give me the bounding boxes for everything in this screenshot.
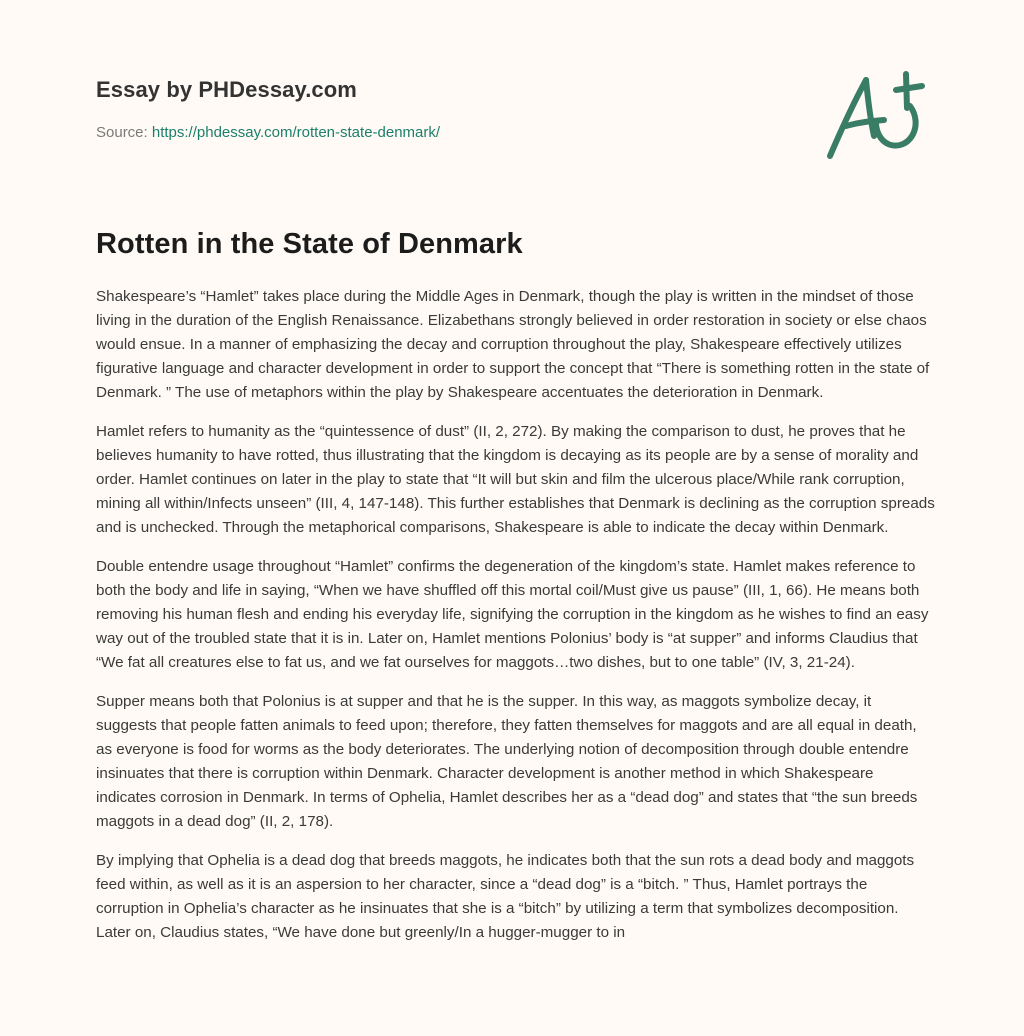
- essay-paragraph: Shakespeare’s “Hamlet” takes place during the Middle Ages in Denmark, though the play is written in the mindset of those living in the duration of the English Renaissance. Elizabethans strongly believed in order restoration in society or else chaos would ensue. In a manner of emphasizing the decay and corruption throughout the play, Shakespeare effectively utilizes figurative language and character development in order to support the concept that “There is something rotten in the state of Denmark. ” The use of metaphors within the play by Shakespeare accentuates the deterioration in Denmark.: [96, 288, 930, 401]
- essay-title: Rotten in the State of Denmark: [96, 228, 523, 260]
- essay-paragraph: By implying that Ophelia is a dead dog that breeds maggots, he indicates both that the sun rots a dead body and maggots feed within, as well as it is an aspersion to her character, since a “dead dog” is a “bitch. ” Thus, Hamlet portrays the corruption in Ophelia’s character as he insinuates that she is a “bitch” by utilizing a term that symbolizes decomposition. Later on, Claudius states, “We have done but greenly/In a hugger-mugger to in: [96, 852, 915, 941]
- essay-paragraph: Supper means both that Polonius is at supper and that he is the supper. In this way, as maggots symbolize decay, it suggests that people fatten animals to feed upon; therefore, they fatten themselves for maggots and are all equal in death, as everyone is food for worms as the body deteriorates. The underlying notion of decomposition through double entendre insinuates that there is corruption within Denmark. Character development is another method in which Shakespeare indicates corrosion in Denmark. In terms of Ophelia, Hamlet describes her as a “dead dog” and states that “the sun breeds maggots in a dead dog” (II, 2, 178).: [96, 693, 918, 830]
- a-plus-grade-icon: [820, 66, 930, 166]
- essay-header: [96, 74, 796, 143]
- site-title: Essay by PHDessay.com: [96, 77, 357, 102]
- essay-paragraph: Hamlet refers to humanity as the “quintessence of dust” (II, 2, 272). By making the comparison to dust, he proves that he believes humanity to have rotted, thus illustrating that the kingdom is decaying as its people are by a sense of morality and order. Hamlet continues on later in the play to state that “It will but skin and film the ulcerous place/While rank corruption, mining all within/Infects unseen” (III, 4, 147-148). This further establishes that Denmark is declining as the corruption spreads and is unchecked. Through the metaphorical comparisons, Shakespeare is able to indicate the decay within Denmark.: [96, 423, 935, 536]
- source-line: [96, 123, 796, 143]
- essay-body: [96, 285, 936, 960]
- source-link[interactable]: https://phdessay.com/rotten-state-denmark/: [151, 124, 441, 141]
- source-label: Source:: [96, 124, 152, 141]
- essay-paragraph: Double entendre usage throughout “Hamlet” confirms the degeneration of the kingdom’s state. Hamlet makes reference to both the body and life in saying, “When we have shuffled off this mortal coil/Must give us pause” (III, 1, 66). He means both removing his human flesh and ending his everyday life, signifying the corruption in the kingdom as he wishes to find an easy way out of the troubled state that it is in. Later on, Hamlet mentions Polonius’ body is “at supper” and informs Claudius that “We fat all creatures else to fat us, and we fat ourselves for maggots…two dishes, but to one table” (IV, 3, 21-24).: [96, 558, 929, 671]
